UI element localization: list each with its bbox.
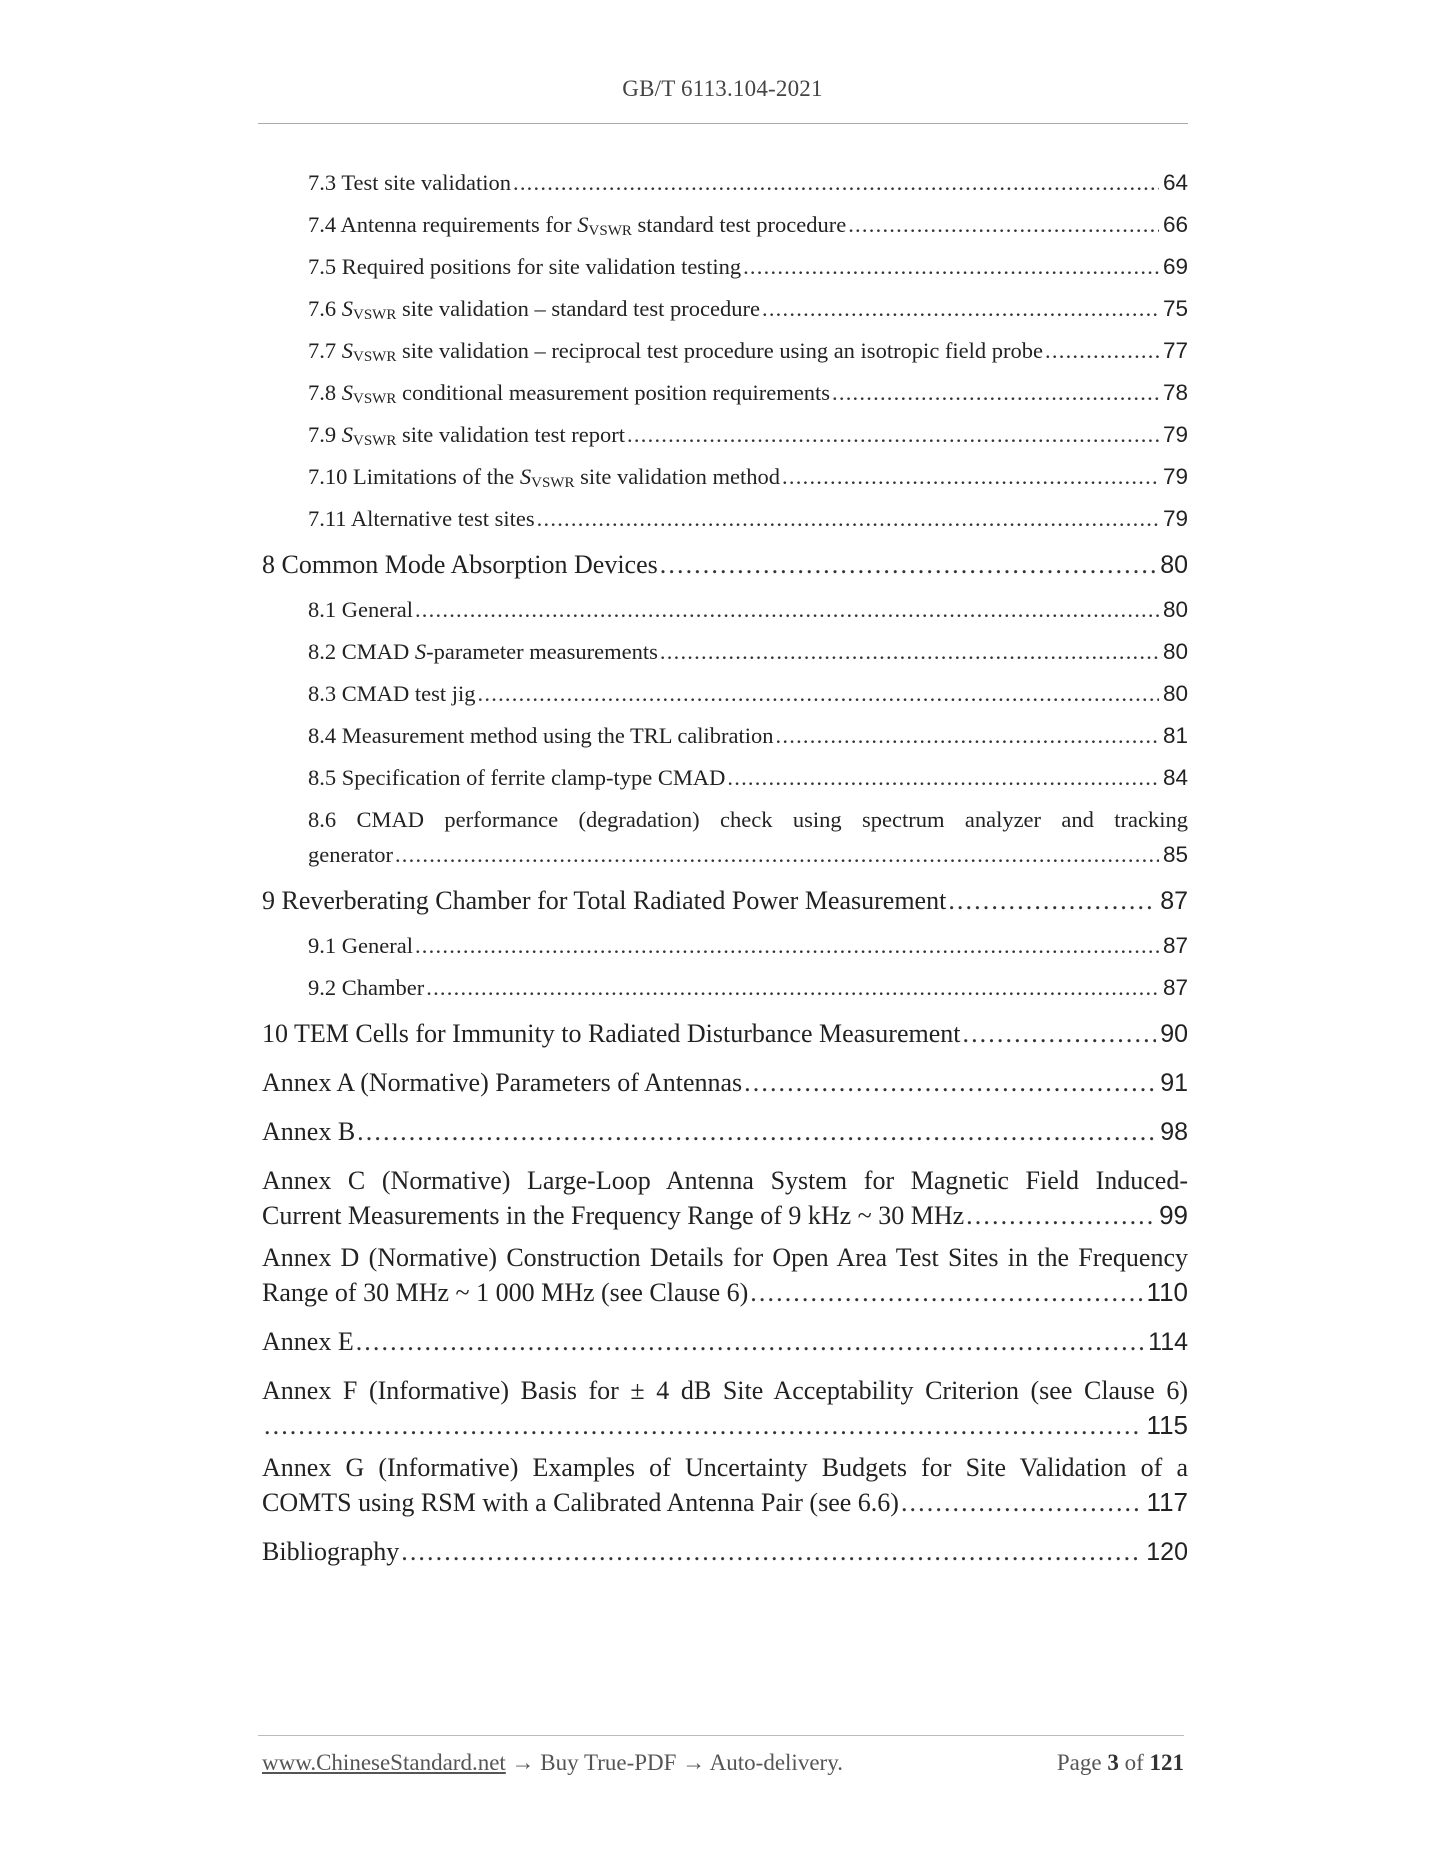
toc-entry-8-3[interactable] bbox=[308, 673, 1188, 715]
toc-entry-9-2[interactable] bbox=[308, 967, 1188, 1009]
toc-entry-annex-e[interactable] bbox=[262, 1317, 1188, 1366]
s-symbol: $S_{VSWR}$ bbox=[577, 212, 632, 239]
toc-page-number: 87 bbox=[1160, 887, 1188, 915]
dot-leader bbox=[782, 456, 1159, 498]
toc-entry-annex-b[interactable] bbox=[262, 1107, 1188, 1156]
toc-entry-bibliography[interactable] bbox=[262, 1527, 1188, 1576]
toc-entry-10[interactable] bbox=[262, 1009, 1188, 1058]
toc-page-number: 87 bbox=[1162, 933, 1188, 958]
toc-entry-label: 7.8 $S_{VSWR}$ conditional measurement position requirements bbox=[308, 380, 830, 407]
toc-entry-label: Annex B bbox=[262, 1117, 356, 1146]
toc-entry-label-line1: Annex C (Normative) Large-Loop Antenna System for Magnetic Field Induced- bbox=[262, 1166, 1188, 1195]
toc-entry-label-line2: Current Measurements in the Frequency Range of 9 kHz ~ 30 MHz bbox=[262, 1201, 965, 1230]
footer-links bbox=[262, 1750, 843, 1776]
header-divider bbox=[258, 123, 1188, 124]
s-symbol: $S_{VSWR}$ bbox=[341, 422, 397, 449]
dot-leader bbox=[743, 246, 1159, 288]
toc-entry-8-6[interactable] bbox=[262, 802, 1188, 872]
toc-entry-label bbox=[308, 204, 848, 252]
dot-leader bbox=[426, 967, 1159, 1009]
toc-page-number: 66 bbox=[1162, 212, 1188, 237]
toc-entry-7-3[interactable] bbox=[308, 162, 1188, 204]
toc-entry-8-1[interactable] bbox=[308, 589, 1188, 631]
toc-entry-label: 9 Reverberating Chamber for Total Radiated Power Measurement bbox=[262, 886, 947, 915]
toc-entry-label-line1: Annex G (Informative) Examples of Uncertainty Budgets for Site Validation of a bbox=[262, 1453, 1188, 1482]
page-header: GB/T 6113.104-2021 bbox=[622, 76, 823, 101]
s-symbol: $S_{VSWR}$ bbox=[519, 464, 575, 491]
toc-entry-label: 7.10 Limitations of the $S_{VSWR}$ site validation method bbox=[308, 464, 781, 491]
toc-entry-8[interactable] bbox=[262, 540, 1188, 589]
arrow-icon: → bbox=[676, 1750, 710, 1775]
dot-leader bbox=[356, 1317, 1144, 1366]
label-suffix: standard test procedure bbox=[631, 212, 847, 237]
dot-leader bbox=[627, 414, 1159, 456]
dot-leader bbox=[750, 1275, 1142, 1310]
toc-entry-label: Bibliography bbox=[262, 1537, 400, 1566]
toc-page-number: 80 bbox=[1162, 639, 1188, 664]
dot-leader bbox=[660, 540, 1156, 589]
toc-entry-7-9[interactable] bbox=[308, 414, 1188, 456]
dot-leader bbox=[478, 673, 1159, 715]
toc-page-number: 114 bbox=[1148, 1328, 1188, 1356]
toc-page-number: 75 bbox=[1162, 296, 1188, 321]
toc-entry-label-line1: 8.6 CMAD performance (degradation) check using spectrum analyzer and tracking bbox=[308, 807, 1188, 832]
toc-entry-label: 7.5 Required positions for site validation testing bbox=[308, 254, 742, 279]
toc-page-number: 78 bbox=[1162, 380, 1188, 405]
s-symbol: S bbox=[414, 639, 427, 664]
toc-entry-8-5[interactable] bbox=[308, 757, 1188, 799]
toc-page-number: 79 bbox=[1162, 422, 1188, 447]
toc-entry-label: 8.2 CMAD S-parameter measurements bbox=[308, 639, 658, 664]
toc-page-number: 80 bbox=[1162, 681, 1188, 706]
toc-page-number: 90 bbox=[1160, 1020, 1188, 1048]
dot-leader bbox=[966, 1198, 1155, 1233]
toc-entry-9-1[interactable] bbox=[308, 925, 1188, 967]
dot-leader bbox=[537, 498, 1159, 540]
dot-leader bbox=[848, 204, 1159, 246]
toc-entry-label-line2: COMTS using RSM with a Calibrated Antenna Pair (see 6.6) bbox=[262, 1488, 899, 1517]
dot-leader bbox=[962, 1009, 1156, 1058]
toc-entry-label: 7.7 $S_{VSWR}$ site validation – reciprocal test procedure using an isotropic field probe bbox=[308, 338, 1044, 365]
toc-entry-7-8[interactable] bbox=[308, 372, 1188, 414]
dot-leader bbox=[513, 162, 1159, 204]
toc-entry-7-7[interactable] bbox=[308, 330, 1188, 372]
toc-entry-annex-a[interactable] bbox=[262, 1058, 1188, 1107]
toc-page-number: 69 bbox=[1162, 254, 1188, 279]
toc-page-number: 117 bbox=[1146, 1487, 1188, 1517]
dot-leader bbox=[264, 1408, 1143, 1443]
toc-page-number: 91 bbox=[1160, 1069, 1188, 1097]
dot-leader bbox=[901, 1485, 1143, 1520]
toc-entry-label: 8 Common Mode Absorption Devices bbox=[262, 550, 658, 579]
toc-entry-9[interactable] bbox=[262, 876, 1188, 925]
toc-entry-label: 7.11 Alternative test sites bbox=[308, 506, 535, 531]
toc-entry-label: 7.9 $S_{VSWR}$ site validation test report bbox=[308, 422, 626, 449]
of-word: of bbox=[1124, 1750, 1144, 1775]
dot-leader bbox=[832, 372, 1159, 414]
toc-entry-7-10[interactable] bbox=[308, 456, 1188, 498]
dot-leader bbox=[1045, 330, 1159, 372]
toc-entry-7-6[interactable] bbox=[308, 288, 1188, 330]
toc-entry-annex-d[interactable] bbox=[262, 1240, 1188, 1310]
toc-page-number: 84 bbox=[1162, 765, 1188, 790]
toc-entry-annex-g[interactable] bbox=[262, 1450, 1188, 1520]
toc-entry-label: 9.2 Chamber bbox=[308, 975, 425, 1000]
toc-entry-label: 8.4 Measurement method using the TRL calibration bbox=[308, 723, 774, 748]
toc-page-number: 115 bbox=[1146, 1410, 1188, 1440]
toc-page-number: 77 bbox=[1162, 338, 1188, 363]
toc-page-number: 120 bbox=[1146, 1538, 1188, 1566]
arrow-icon: → bbox=[505, 1750, 541, 1775]
page-word: Page bbox=[1056, 1750, 1102, 1775]
buy-pdf-text: Buy True-PDF bbox=[540, 1750, 677, 1775]
toc-entry-label: 8.3 CMAD test jig bbox=[308, 681, 476, 706]
dot-leader bbox=[357, 1107, 1156, 1156]
toc-page-number: 87 bbox=[1162, 975, 1188, 1000]
toc-page-number: 79 bbox=[1162, 506, 1188, 531]
toc-entry-label-line2: generator bbox=[308, 842, 393, 867]
toc-page-number: 81 bbox=[1162, 723, 1188, 748]
toc-entry-label: 7.3 Test site validation bbox=[308, 170, 511, 195]
dot-leader bbox=[762, 288, 1159, 330]
toc-entry-8-2[interactable] bbox=[308, 631, 1188, 673]
dot-leader bbox=[415, 925, 1159, 967]
site-link[interactable]: www.ChineseStandard.net bbox=[262, 1750, 506, 1775]
toc-entry-label: 9.1 General bbox=[308, 933, 413, 958]
s-symbol: $S_{VSWR}$ bbox=[341, 296, 397, 323]
toc-page-number: 98 bbox=[1160, 1118, 1188, 1146]
toc-page-number: 99 bbox=[1159, 1200, 1188, 1230]
toc-entry-label: 10 TEM Cells for Immunity to Radiated Disturbance Measurement bbox=[262, 1019, 961, 1048]
dot-leader bbox=[660, 631, 1159, 673]
toc-page-number: 110 bbox=[1146, 1277, 1188, 1307]
page-indicator bbox=[1057, 1750, 1184, 1776]
toc-entry-7-5[interactable] bbox=[308, 246, 1188, 288]
toc-entry-label: 8.5 Specification of ferrite clamp-type CMAD bbox=[308, 765, 726, 790]
dot-leader bbox=[727, 757, 1159, 799]
toc-entry-8-4[interactable] bbox=[308, 715, 1188, 757]
label-prefix: 7.4 Antenna requirements for bbox=[308, 212, 578, 237]
toc-entry-annex-f[interactable] bbox=[262, 1373, 1188, 1443]
toc-entry-label: Annex A (Normative) Parameters of Antennas bbox=[262, 1068, 743, 1097]
toc-entry-7-11[interactable] bbox=[308, 498, 1188, 540]
toc-entry-label: Annex E bbox=[262, 1327, 354, 1356]
table-of-contents bbox=[262, 162, 1188, 1576]
toc-page-number: 64 bbox=[1162, 170, 1188, 195]
dot-leader bbox=[948, 876, 1156, 925]
toc-entry-label-line2: Range of 30 MHz ~ 1 000 MHz (see Clause 6) bbox=[262, 1278, 749, 1307]
toc-entry-annex-c[interactable] bbox=[262, 1163, 1188, 1233]
total-pages-number: 121 bbox=[1149, 1750, 1184, 1775]
dot-leader bbox=[401, 1527, 1142, 1576]
footer-divider bbox=[258, 1735, 1184, 1736]
dot-leader bbox=[415, 589, 1159, 631]
auto-delivery-text: Auto-delivery. bbox=[709, 1750, 843, 1775]
toc-entry-label-line1: Annex D (Normative) Construction Details for Open Area Test Sites in the Frequency bbox=[262, 1243, 1188, 1272]
s-symbol: $S_{VSWR}$ bbox=[341, 380, 397, 407]
dot-leader bbox=[776, 715, 1159, 757]
toc-page-number: 85 bbox=[1162, 842, 1188, 867]
toc-entry-label: 7.6 $S_{VSWR}$ site validation – standard test procedure bbox=[308, 296, 760, 323]
toc-entry-label: 8.1 General bbox=[308, 597, 413, 622]
toc-page-number: 80 bbox=[1162, 597, 1188, 622]
s-symbol: $S_{VSWR}$ bbox=[341, 338, 397, 365]
toc-entry-7-4[interactable] bbox=[308, 204, 1188, 246]
toc-entry-label-line1: Annex F (Informative) Basis for ± 4 dB Site Acceptability Criterion (see Clause 6) bbox=[262, 1376, 1188, 1405]
toc-page-number: 79 bbox=[1162, 464, 1188, 489]
toc-page-number: 80 bbox=[1160, 551, 1188, 579]
dot-leader bbox=[744, 1058, 1156, 1107]
current-page-number: 3 bbox=[1107, 1750, 1119, 1775]
dot-leader bbox=[395, 837, 1159, 872]
